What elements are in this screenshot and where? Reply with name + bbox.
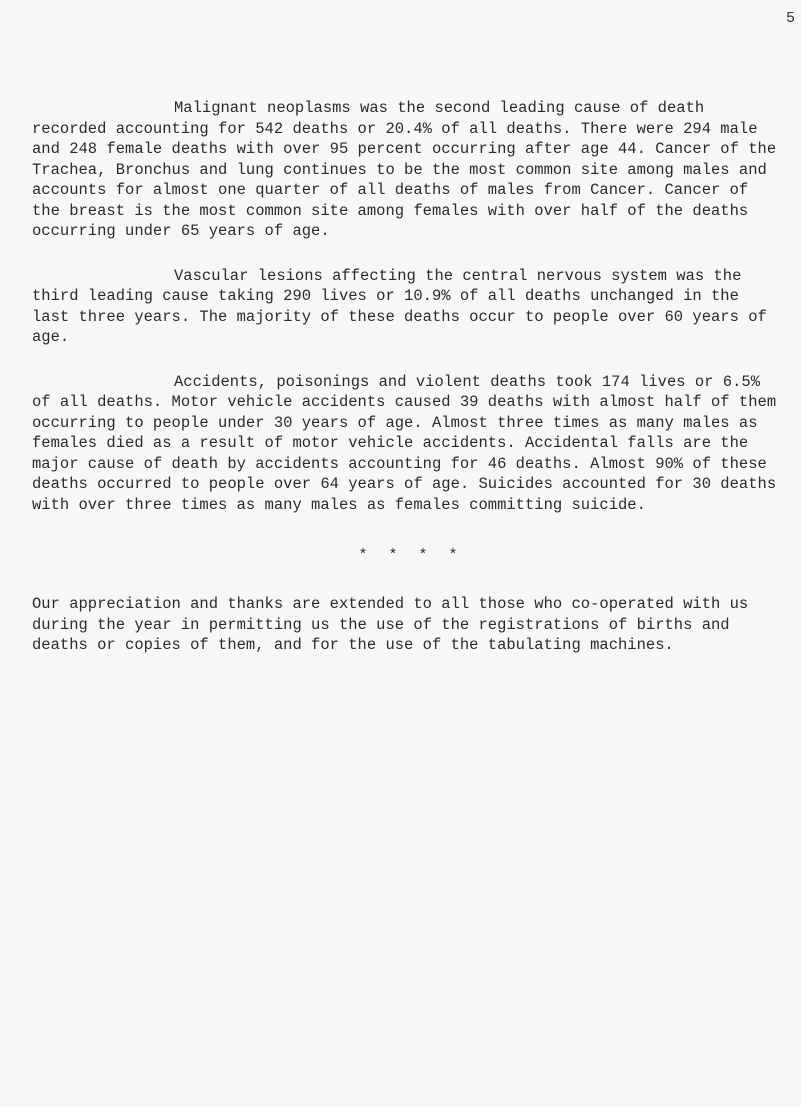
section-separator: * * * *: [358, 547, 464, 564]
paragraph-accidents: Accidents, poisonings and violent deaths took 174 lives or 6.5% of all deaths. Motor vehicle accidents caused 39 deaths with almost half of them occurring to people under 30 years of age. Almost three times as many males as females died as a result of motor vehicle accidents. Accidental falls are the major cause of death by accidents accounting for 46 deaths. Almost 90% of these deaths occurred to people over 64 years of age. Suicides accounted for 30 deaths with over three times as many males as females committing suicide.: [32, 372, 777, 514]
paragraph-malignant-neoplasms: Malignant neoplasms was the second leading cause of death recorded accounting for 542 deaths or 20.4% of all deaths. There were 294 male and 248 female deaths with over 95 percent occurring after age 44. Cancer of the Trachea, Bronchus and lung continues to be the most common site among males and accounts for almost one quarter of all deaths of males from Cancer. Cancer of the breast is the most common site among females with over half of the deaths occurring under 65 years of age.: [32, 99, 777, 240]
paragraph-vascular-lesions: Vascular lesions affecting the central nervous system was the third leading cause taking 290 lives or 10.9% of all deaths unchanged in the last three years. The majority of these deaths occur to people over 60 years of age.: [32, 266, 767, 346]
page-number: 5: [785, 10, 795, 27]
paragraph-acknowledgement: Our appreciation and thanks are extended to all those who co-operated with us during the year in permitting us the use of the registrations of births and deaths or copies of them, and for the use of the tabulating machines.: [32, 595, 749, 654]
document-body: [32, 98, 782, 680]
